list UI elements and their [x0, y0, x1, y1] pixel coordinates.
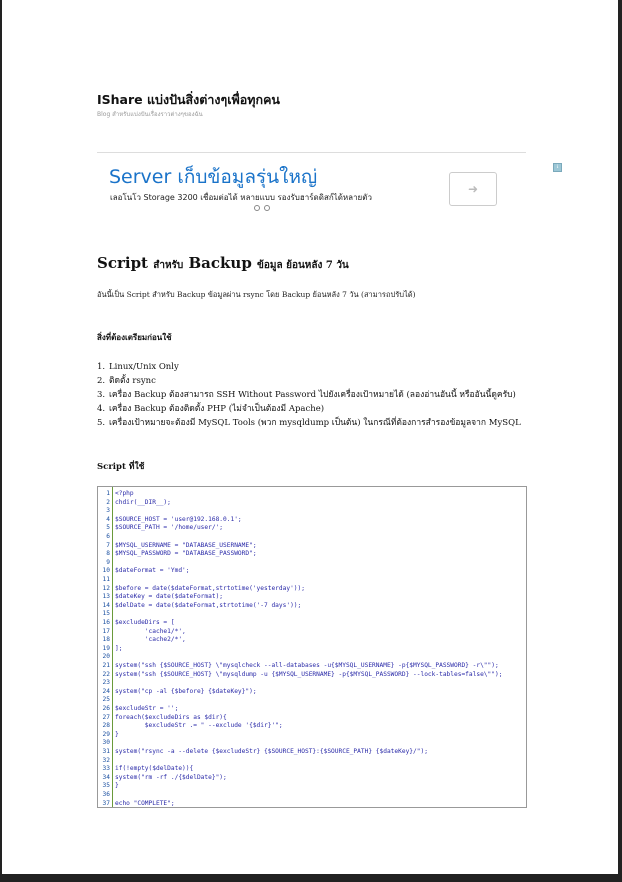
code-text: 'cache2/*', — [115, 636, 186, 644]
code-text: $dateFormat = 'Ymd'; — [115, 567, 190, 575]
line-number: 37 — [102, 799, 110, 807]
code-text: } — [115, 782, 119, 790]
line-number: 14 — [102, 601, 110, 609]
code-text: echo "COMPLETE"; — [115, 799, 175, 807]
post-title-for: สำหรับ — [153, 260, 184, 271]
ad-title[interactable]: Server เก็บข้อมูลรุ่นใหญ่ — [109, 166, 318, 188]
line-number: 3 — [106, 507, 110, 515]
code-text: chdir(__DIR__); — [115, 498, 171, 506]
line-number: 4 — [106, 515, 110, 523]
adchoices-icon[interactable]: i — [553, 163, 562, 172]
code-block[interactable] — [97, 486, 527, 808]
list-item: 4. เครื่อง Backup ต้องติดตั้ง PHP (ไม่จำเป็นต้องมี Apache) — [97, 404, 325, 414]
line-number: 28 — [102, 722, 110, 730]
list-item: 2. ติดตั้ง rsync — [97, 376, 156, 386]
code-line — [98, 799, 526, 808]
line-number: 34 — [102, 773, 110, 781]
requirement-text: Linux/Unix Only — [109, 362, 179, 372]
code-text: if(!empty($delDate)){ — [115, 765, 194, 773]
code-text: $SOURCE_PATH = '/home/user/'; — [115, 524, 224, 532]
line-number: 25 — [102, 696, 110, 704]
ad-subtitle[interactable]: เลอโนโว Storage 3200 เชื่อมต่อได้ หลายแบบ รองรับฮาร์ดดิสก์ได้หลายตัว — [110, 193, 372, 202]
post-title-script: Script — [97, 254, 148, 272]
ad-banner[interactable] — [97, 156, 526, 216]
post-title-backup: Backup — [188, 254, 252, 272]
code-text: $excludeStr = ''; — [115, 705, 179, 712]
code-text: $excludeStr .= " --exclude '{$dir}'"; — [115, 722, 283, 730]
ad-pager-dot[interactable] — [254, 205, 260, 211]
list-item: 1. Linux/Unix Only — [97, 362, 179, 372]
line-number: 19 — [102, 644, 110, 652]
line-number: 1 — [106, 490, 110, 497]
post-title-end: ข้อมูล ย้อนหลัง 7 วัน — [257, 260, 349, 271]
code-text: system("ssh {$SOURCE_HOST} \"mysqlcheck --all-databases -u{$MYSQL_USERNAME} -p{$MYSQL_PASSWORD} -r\""); — [115, 662, 499, 669]
line-number: 33 — [102, 765, 110, 773]
code-text: ]; — [115, 644, 123, 652]
site-tagline: Blog สำหรับแบ่งปันเรื่องราวต่างๆของฉัน — [97, 111, 203, 118]
code-text: $MYSQL_PASSWORD = "DATABASE_PASSWORD"; — [115, 550, 257, 558]
code-text: $dateKey = date($dateFormat); — [115, 593, 224, 601]
line-number: 16 — [102, 619, 110, 626]
line-number: 32 — [102, 756, 110, 764]
code-text: $before = date($dateFormat,strtotime('yesterday')); — [115, 584, 305, 592]
requirement-text: เครื่องเป้าหมายจะต้องมี MySQL Tools (พวก mysqldump เป็นต้น) ในกรณีที่ต้องการสำรองข้อมูลจาก MySQL — [109, 418, 521, 428]
line-number: 27 — [102, 713, 110, 721]
ad-pager — [254, 205, 270, 211]
line-number: 29 — [102, 730, 110, 738]
line-number: 21 — [102, 662, 110, 669]
requirement-text: เครื่อง Backup ต้องติดตั้ง PHP (ไม่จำเป็นต้องมี Apache) — [109, 404, 325, 414]
list-item[interactable]: 3. เครื่อง Backup ต้องสามารถ SSH Without Password ไปยังเครื่องเป้าหมายได้ (ลองอ่านอันนี้ หรืออันนี้ดูครับ) — [97, 390, 516, 400]
ad-arrow-button[interactable] — [449, 172, 497, 206]
line-number: 10 — [102, 567, 110, 575]
post-intro: อันนี้เป็น Script สำหรับ Backup ข้อมูลผ่าน rsync โดย Backup ย้อนหลัง 7 วัน (สามารถปรับได้) — [97, 290, 416, 299]
arrow-right-icon: ➜ — [467, 182, 479, 196]
post-title[interactable] — [97, 254, 349, 273]
line-number: 12 — [102, 584, 110, 592]
requirement-text: ติดตั้ง rsync — [109, 376, 156, 386]
ad-pager-dot[interactable] — [264, 205, 270, 211]
requirement-text-with-links[interactable]: เครื่อง Backup ต้องสามารถ SSH Without Password ไปยังเครื่องเป้าหมายได้ (ลองอ่านอันนี้ หรืออันนี้ดูครับ) — [109, 390, 516, 400]
line-number: 30 — [102, 739, 110, 747]
code-text: system("rsync -a --delete {$excludeStr} {$SOURCE_HOST}:{$SOURCE_PATH} {$dateKey}/"); — [115, 748, 428, 755]
code-text: 'cache1/*', — [115, 627, 186, 635]
line-number: 11 — [102, 576, 110, 583]
code-text: $delDate = date($dateFormat,strtotime('-7 days')); — [115, 601, 302, 609]
line-number: 26 — [102, 705, 110, 712]
line-number: 5 — [106, 524, 110, 532]
site-title[interactable]: IShare แบ่งปันสิ่งต่างๆเพื่อทุกคน — [97, 92, 280, 107]
window-right-border — [618, 0, 622, 876]
line-number: 6 — [106, 533, 110, 540]
code-text: $SOURCE_HOST = 'user@192.168.0.1'; — [115, 515, 242, 523]
list-item: 5. เครื่องเป้าหมายจะต้องมี MySQL Tools (พวก mysqldump เป็นต้น) ในกรณีที่ต้องการสำรองข้อมูลจาก MySQL — [97, 418, 521, 428]
line-number: 22 — [102, 670, 110, 678]
requirements-heading: สิ่งที่ต้องเตรียมก่อนใช้ — [97, 332, 172, 342]
window-left-border — [0, 0, 2, 876]
line-number: 15 — [102, 610, 110, 618]
line-number: 2 — [106, 498, 110, 506]
code-text: $excludeDirs = [ — [115, 619, 175, 626]
code-text: system("ssh {$SOURCE_HOST} \"mysqldump -u {$MYSQL_USERNAME} -p{$MYSQL_PASSWORD} --lock-tables=false\""); — [115, 670, 503, 678]
code-text: $MYSQL_USERNAME = "DATABASE_USERNAME"; — [115, 541, 257, 549]
window-bottom-border — [0, 874, 622, 882]
line-number: 8 — [106, 550, 110, 558]
code-text: <?php — [115, 490, 134, 497]
code-text: foreach($excludeDirs as $dir){ — [115, 713, 227, 721]
line-number: 20 — [102, 653, 110, 661]
requirements-list — [97, 361, 521, 431]
line-number: 13 — [102, 593, 110, 601]
line-number: 35 — [102, 782, 110, 790]
line-number: 17 — [102, 627, 110, 635]
line-number: 18 — [102, 636, 110, 644]
line-number: 9 — [106, 558, 110, 566]
code-text: system("cp -al {$before} {$dateKey}"); — [115, 687, 257, 695]
line-number: 7 — [106, 541, 110, 549]
line-number: 24 — [102, 687, 110, 695]
line-number: 31 — [102, 748, 110, 755]
line-number: 23 — [102, 679, 110, 687]
header-divider — [97, 152, 526, 153]
script-heading: Script ที่ใช้ — [97, 462, 145, 472]
code-text: } — [115, 730, 119, 738]
code-text: system("rm -rf ./{$delDate}"); — [115, 773, 227, 781]
line-number: 36 — [102, 791, 110, 798]
